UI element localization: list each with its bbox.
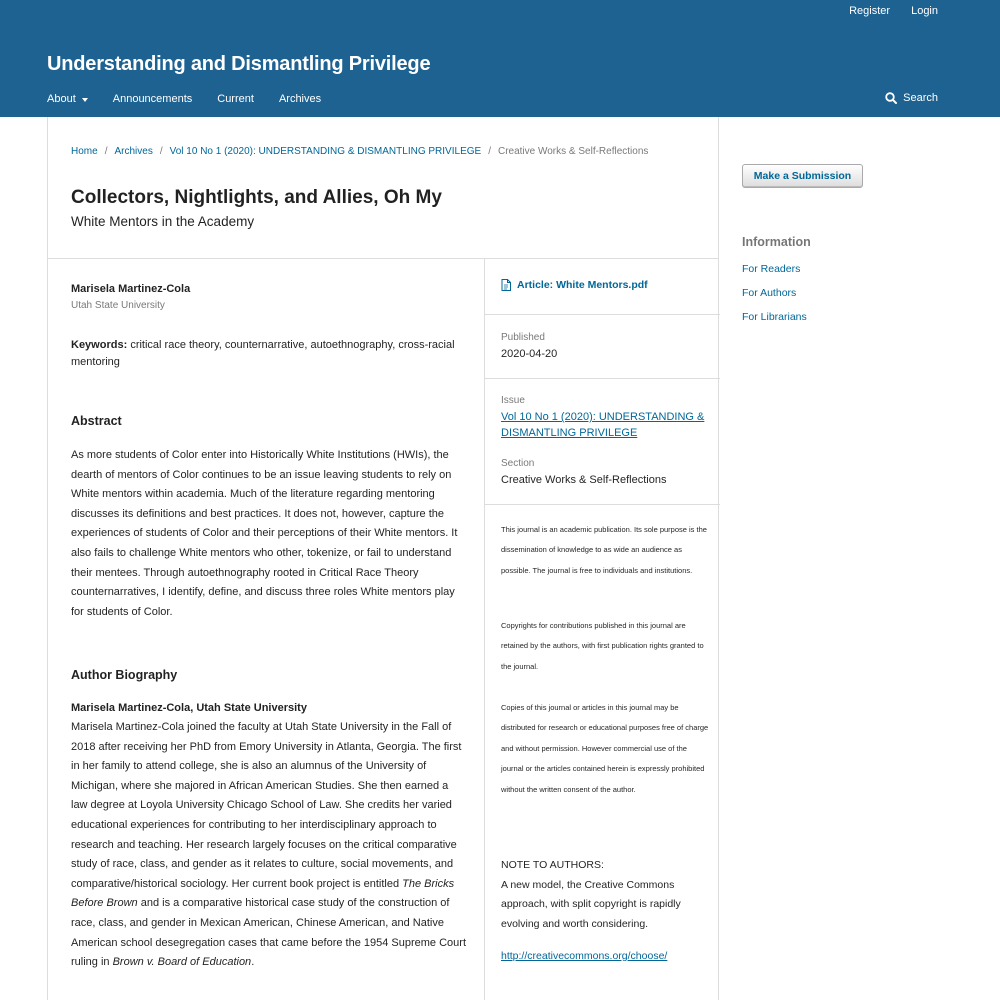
keywords-value: critical race theory, counternarrative, autoethnography, cross-racial mentoring [71,339,455,368]
breadcrumb-archives[interactable]: Archives [114,146,153,157]
nav-about[interactable] [47,93,88,105]
abstract-text: As more students of Color enter into Historically White Institutions (HWIs), the dearth of mentors of Color continues to be an issue leaving students to rely on White mentors within academia. Much of the literature regarding mentoring discusses its definitions and best practices. It does not, however, capture the experiences of students of Color and their perceptions of their White mentors. It also fails to challenge White mentors who other, tokenize, or fail to understand their mentees. Through autoethnography rooted in Critical Race Theory counternarratives, I identify, define, and discuss three roles White mentors play for students of Color. [71,449,458,618]
license-statement-3: Copies of this journal or articles in this journal may be distributed for research or educational purposes free of charge and without permission. However commercial use of the journal or the articles contained herein is expressly prohibited without the written consent of the author. [501,703,709,794]
bio-case-title: Brown v. Board of Education [112,956,252,969]
breadcrumb-separator: / [159,146,163,157]
make-submission-button[interactable]: Make a Submission [742,164,863,188]
keywords [71,337,466,371]
column-divider [484,259,485,1000]
information-heading: Information [742,235,811,249]
note-heading: NOTE TO AUTHORS: [501,859,604,871]
breadcrumb-issue[interactable]: Vol 10 No 1 (2020): UNDERSTANDING & DISMANTLING PRIVILEGE [169,146,482,157]
issue-label: Issue [501,395,525,406]
author-name: Marisela Martinez-Cola [71,283,191,295]
bio-text-end: . [251,956,255,969]
bio-heading: Author Biography [71,668,178,682]
abstract-heading: Abstract [71,414,122,428]
nav-about-label: About [47,93,76,105]
main-nav [47,93,346,105]
for-readers-link[interactable]: For Readers [742,263,801,275]
issue-link[interactable]: Vol 10 No 1 (2020): UNDERSTANDING & DISMANTLING PRIVILEGE [501,411,705,439]
register-link[interactable]: Register [849,5,891,17]
site-header [0,0,1000,117]
search-button[interactable] [885,92,938,104]
search-label: Search [903,92,938,104]
pdf-galley-link[interactable] [501,279,648,291]
bio-book-title: The Bricks Before Brown [71,877,455,910]
site-title[interactable]: Understanding and Dismantling Privilege [47,53,431,75]
breadcrumb-separator: / [488,146,491,157]
keywords-label: Keywords: [71,339,128,351]
author-affiliation: Utah State University [71,300,165,311]
article-title: Collectors, Nightlights, and Allies, Oh My [71,187,442,208]
published-date: 2020-04-20 [501,348,558,360]
bio-text-part2: and is a comparative historical case study of the construction of race, class, and gender in Mexican American, Chinese American, and Native American school desegregation cases that came before the 1954 Supreme Court ruling in [71,897,467,969]
divider [48,258,719,259]
search-icon [885,92,897,104]
divider [485,314,720,315]
pdf-galley-label: Article: White Mentors.pdf [517,279,648,291]
divider [485,504,720,505]
bio-author-name: Marisela Martinez-Cola, Utah State University [71,702,307,714]
nav-current[interactable]: Current [217,93,254,105]
note-to-authors [501,856,711,934]
chevron-down-icon [82,98,88,102]
bio-text-part1: Marisela Martinez-Cola joined the faculty at Utah State University in the Fall of 2018 after receiving her PhD from Emory University in Atlanta, Georgia. The first in her family to attend college, she is also an alumnus of the University of Michigan, where she majored in African American Studies. She then earned a law degree at Loyola University Chicago School of Law. She credits her varied educational experiences for contributing to her interdisciplinary approach to research and teaching. Her research largely focuses on the critical comparative study of race, class, and gender as it relates to culture, social movements, and comparative/historical sociology. Her current book project is entitled [71,721,462,890]
for-authors-link[interactable]: For Authors [742,287,797,299]
section-value: Creative Works & Self-Reflections [501,474,667,486]
breadcrumb-separator: / [104,146,108,157]
nav-archives[interactable]: Archives [278,93,322,105]
article-subtitle: White Mentors in the Academy [71,214,255,229]
breadcrumb-home[interactable]: Home [71,146,98,157]
main-content [47,117,719,1000]
breadcrumb [71,146,648,157]
nav-announcements[interactable]: Announcements [112,93,193,105]
note-text: A new model, the Creative Commons approach, with split copyright is rapidly evolving and worth considering. [501,878,681,930]
for-librarians-link[interactable]: For Librarians [742,311,807,323]
login-link[interactable]: Login [911,5,938,17]
breadcrumb-current: Creative Works & Self-Reflections [497,146,649,157]
published-label: Published [501,332,545,343]
license-statement-2: Copyrights for contributions published in this journal are retained by the authors, with first publication rights granted to the journal. [501,621,704,671]
creative-commons-link[interactable]: http://creativecommons.org/choose/ [501,950,668,962]
user-nav [828,4,938,18]
file-pdf-icon [501,279,511,291]
section-label: Section [501,458,535,469]
license-statement-1: This journal is an academic publication. Its sole purpose is the dissemination of knowledge to as wide an audience as possible. The journal is free to individuals and institutions. [501,525,707,575]
divider [485,378,720,379]
bio-text [71,718,466,973]
